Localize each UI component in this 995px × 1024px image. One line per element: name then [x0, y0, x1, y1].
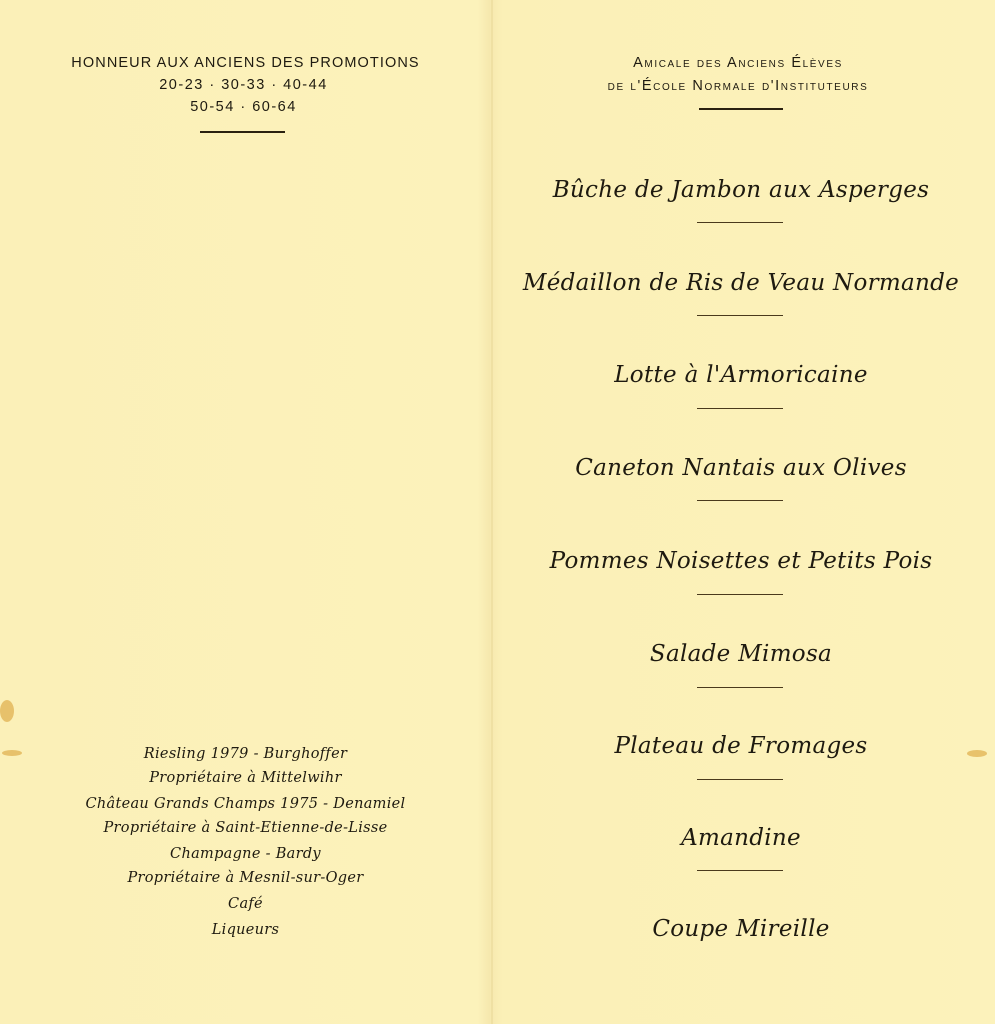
- menu-item: Amandine: [681, 825, 801, 851]
- wine-line: Riesling 1979 - Burghoffer: [143, 746, 348, 762]
- honneur-title: HONNEUR AUX ANCIENS DES PROMOTIONS: [71, 55, 420, 71]
- left-header-rule: [200, 131, 285, 133]
- right-header-rule: [699, 108, 783, 110]
- menu-divider: [697, 315, 783, 316]
- wine-line: Café: [228, 896, 263, 912]
- menu-divider: [697, 594, 783, 595]
- menu-divider: [697, 222, 783, 223]
- wine-line: Propriétaire à Mittelwihr: [149, 770, 342, 786]
- menu-divider: [697, 870, 783, 871]
- wine-line: Champagne - Bardy: [170, 846, 321, 862]
- menu-divider: [697, 500, 783, 501]
- wine-line: Propriétaire à Saint-Etienne-de-Lisse: [103, 820, 388, 836]
- promotions-line-1: 20-23 · 30-33 · 40-44: [159, 77, 328, 93]
- menu-item: Bûche de Jambon aux Asperges: [552, 177, 930, 203]
- menu-item: Coupe Mireille: [652, 916, 830, 942]
- menu-divider: [697, 408, 783, 409]
- menu-item: Caneton Nantais aux Olives: [575, 455, 907, 481]
- menu-item: Pommes Noisettes et Petits Pois: [549, 548, 933, 574]
- menu-item: Médaillon de Ris de Veau Normande: [522, 270, 960, 296]
- amicale-header-line-2: de l'École Normale d'Instituteurs: [607, 78, 869, 94]
- wine-line: Château Grands Champs 1975 - Denamiel: [85, 796, 406, 812]
- menu-item: Lotte à l'Armoricaine: [614, 362, 868, 388]
- menu-divider: [697, 687, 783, 688]
- paper-stain: [0, 700, 14, 722]
- amicale-header-line-1: Amicale des Anciens Élèves: [633, 55, 843, 71]
- paper-stain: [2, 750, 22, 756]
- wine-line: Propriétaire à Mesnil-sur-Oger: [127, 870, 364, 886]
- menu-divider: [697, 779, 783, 780]
- menu-item: Plateau de Fromages: [614, 733, 868, 759]
- promotions-line-2: 50-54 · 60-64: [190, 99, 297, 115]
- right-panel: [493, 0, 995, 1024]
- wine-line: Liqueurs: [211, 922, 280, 938]
- paper-stain: [967, 750, 987, 757]
- left-panel: [0, 0, 491, 1024]
- menu-item: Salade Mimosa: [649, 641, 833, 667]
